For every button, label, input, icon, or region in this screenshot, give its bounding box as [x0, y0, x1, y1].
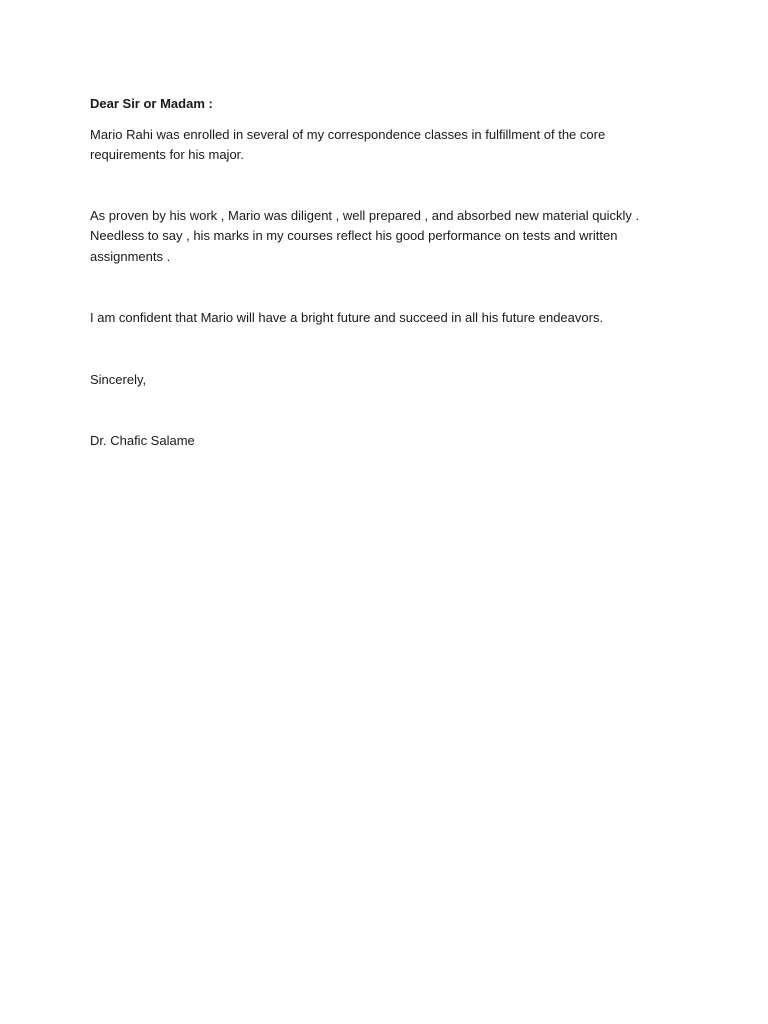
- letter-body: [90, 94, 690, 452]
- closing: Sincerely,: [90, 371, 147, 387]
- paragraph-confidence: I am confident that Mario will have a bright future and succeed in all his future endeavors.: [90, 310, 604, 325]
- paragraph-performance: As proven by his work , Mario was diligent , well prepared , and absorbed new material quickly . Needless to say , his marks in my courses reflect his good performance on tests and written assignments .: [90, 207, 640, 264]
- signature: Dr. Chafic Salame: [90, 433, 195, 448]
- paragraph-enrollment: Mario Rahi was enrolled in several of my correspondence classes in fulfillment of the core requirements for his major.: [90, 126, 606, 162]
- salutation: Dear Sir or Madam :: [90, 96, 213, 111]
